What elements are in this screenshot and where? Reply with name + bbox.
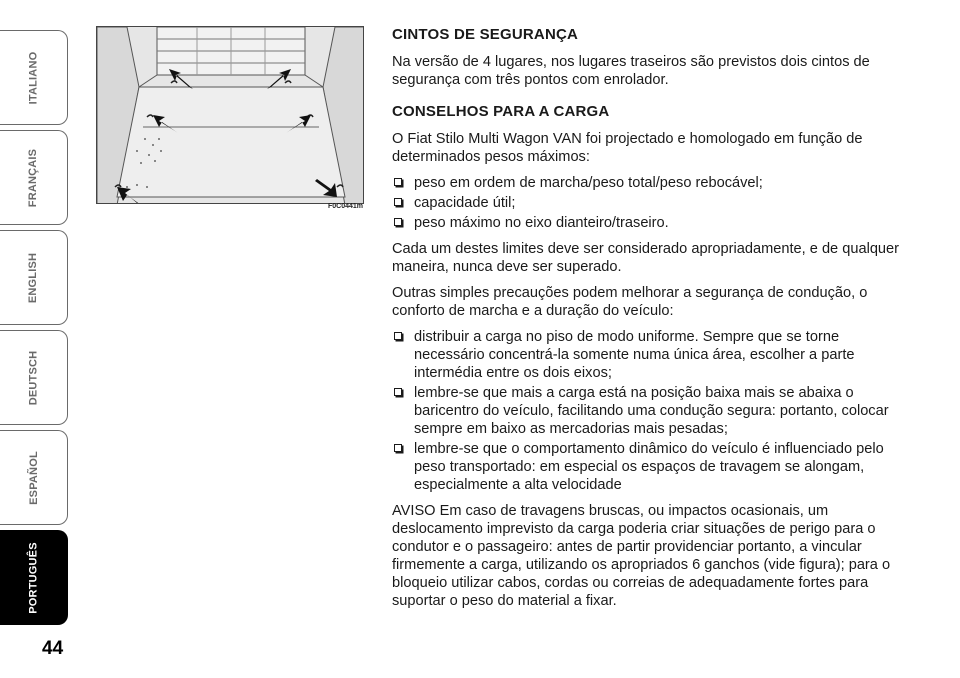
- checkbox-bullet-icon: [394, 388, 402, 396]
- tab-italiano[interactable]: [0, 30, 68, 125]
- list-item: [392, 194, 912, 212]
- seatbelts-body: Na versão de 4 lugares, nos lugares traseiros são previstos dois cintos de segurança com três pontos com enrolador.: [392, 54, 870, 88]
- load-heading: CONSELHOS PARA A CARGA: [392, 103, 610, 120]
- weight-limits-list: [392, 174, 912, 232]
- tab-label-espanol: ESPAÑOL: [27, 450, 40, 505]
- list-item-text: distribuir a carga no piso de modo uniforme. Sempre que se torne necessário concentrá-la somente numa única área, escolher a parte intermédia entre os dois eixos;: [414, 329, 855, 381]
- precautions-intro: Outras simples precauções podem melhorar a segurança de condução, o conforto de marcha e a duração do veículo:: [392, 285, 868, 319]
- list-item: [392, 328, 912, 382]
- list-item: [392, 214, 912, 232]
- warning-text: AVISO Em caso de travagens bruscas, ou impactos ocasionais, um deslocamento imprevisto da carga poderia criar situações de perigo para o condutor e o passageiro: antes de partir providenciar portanto, a vincular firmemente a carga, utilizando os apropriados 6 ganchos (vide figura); para o bloqueio utilizar cabos, cordas ou correias de adequadamente fortes para suportar o peso do material a fixar.: [392, 503, 891, 609]
- tab-portugues[interactable]: [0, 530, 68, 625]
- tab-label-francais: FRANÇAIS: [27, 148, 40, 207]
- list-item-text: capacidade útil;: [414, 195, 516, 211]
- cargo-hooks-figure: [96, 26, 364, 204]
- list-item-text: peso máximo no eixo dianteiro/traseiro.: [414, 215, 669, 231]
- tab-deutsch[interactable]: [0, 330, 68, 425]
- list-item-text: lembre-se que mais a carga está na posição baixa mais se abaixa o baricentro do veículo, facilitando uma condução segura: portanto, colocar sempre em baixo as mercadorias mais pesadas;: [414, 385, 889, 437]
- list-item: [392, 174, 912, 192]
- tab-label-english: ENGLISH: [27, 252, 40, 303]
- seatbelts-heading: CINTOS DE SEGURANÇA: [392, 26, 579, 43]
- precautions-list: [392, 328, 912, 494]
- tab-label-italiano: ITALIANO: [27, 51, 40, 104]
- checkbox-bullet-icon: [394, 178, 402, 186]
- tab-francais[interactable]: [0, 130, 68, 225]
- page-content: [392, 26, 912, 618]
- tab-espanol[interactable]: [0, 430, 68, 525]
- checkbox-bullet-icon: [394, 218, 402, 226]
- list-item: [392, 384, 912, 438]
- cargo-area-illustration: [97, 27, 364, 204]
- list-item-text: lembre-se que o comportamento dinâmico do veículo é influenciado pelo peso transportado: em especial os espaços de travagem se alongam, especialmente a alta velocidade: [414, 441, 884, 493]
- list-item-text: peso em ordem de marcha/peso total/peso rebocável;: [414, 175, 763, 191]
- list-item: [392, 440, 912, 494]
- load-intro: O Fiat Stilo Multi Wagon VAN foi projectado e homologado em função de determinados pesos máximos:: [392, 131, 863, 165]
- limits-note: Cada um destes limites deve ser considerado apropriadamente, e de qualquer maneira, nunca deve ser superado.: [392, 241, 900, 275]
- figure-code: F0C0441m: [328, 203, 364, 210]
- tab-english[interactable]: [0, 230, 68, 325]
- page-number: 44: [42, 638, 64, 659]
- tab-label-portugues: PORTUGUÊS: [27, 541, 40, 614]
- checkbox-bullet-icon: [394, 198, 402, 206]
- checkbox-bullet-icon: [394, 444, 402, 452]
- tab-label-deutsch: DEUTSCH: [27, 350, 40, 405]
- checkbox-bullet-icon: [394, 332, 402, 340]
